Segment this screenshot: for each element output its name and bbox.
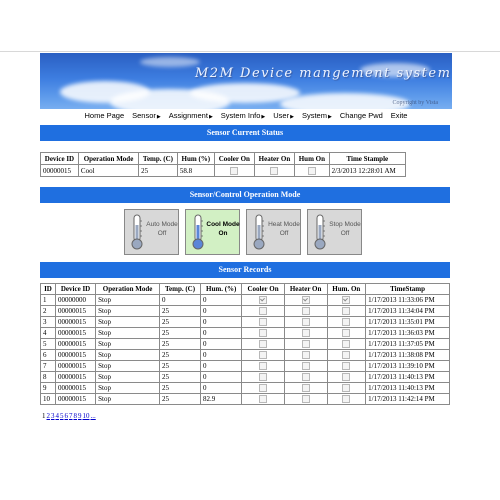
cooler-checkbox (259, 340, 267, 348)
cooler-checkbox (259, 307, 267, 315)
status-col-temp-c: Temp. (C) (139, 153, 178, 165)
cell-mode: Stop (96, 372, 160, 383)
cell-temp: 25 (160, 372, 201, 383)
cell-hum: 0 (201, 350, 242, 361)
heater-checkbox (302, 362, 310, 370)
cell-device: 00000015 (55, 394, 95, 405)
table-row (41, 383, 450, 394)
menu-arrow-icon: ▶ (261, 114, 266, 120)
cooler-checkbox (259, 362, 267, 370)
cell-device: 00000015 (55, 306, 95, 317)
cell-humon (327, 361, 366, 372)
cell-cooler (242, 350, 284, 361)
sensor-status-table (40, 152, 406, 177)
cell-heater (284, 328, 327, 339)
cell-humon (327, 339, 366, 350)
menu-arrow-icon: ▶ (290, 114, 294, 120)
status-col-time-stample: Time Stample (329, 153, 405, 165)
cool-mode-label (206, 220, 240, 238)
cooler-checkbox (259, 296, 267, 304)
cell-heater (284, 317, 327, 328)
cooler-checkbox (259, 373, 267, 381)
humon-checkbox (342, 340, 350, 348)
status-cooler-checkbox (230, 167, 238, 175)
cell-mode: Stop (96, 306, 160, 317)
nav-item-label: User (273, 111, 290, 120)
table-row (41, 372, 450, 383)
status-col-hum-on: Hum On (295, 153, 329, 165)
header-banner (40, 53, 452, 109)
cool-mode-button[interactable] (185, 209, 240, 255)
heater-checkbox (302, 395, 310, 403)
sensor-records-header: Sensor Records (40, 262, 450, 278)
table-row (41, 295, 450, 306)
heater-checkbox (302, 318, 310, 326)
humon-checkbox (342, 351, 350, 359)
cell-hum: 0 (201, 361, 242, 372)
status-table-header-row (41, 153, 406, 165)
cell-temp: 25 (160, 306, 201, 317)
records-col-hum-on: Hum. On (327, 284, 366, 295)
cooler-checkbox (259, 329, 267, 337)
cell-time: 1/17/2013 11:36:03 PM (366, 328, 450, 339)
mode-state: Off (340, 230, 350, 237)
cell-temp: 25 (160, 317, 201, 328)
cell-mode: Stop (96, 295, 160, 306)
page-link-10[interactable]: 10 (82, 412, 90, 420)
mode-name: Stop Mode (329, 221, 361, 228)
cell-mode: Stop (96, 394, 160, 405)
cell-hum: 82.9 (201, 394, 242, 405)
table-row (41, 339, 450, 350)
cell-id: 10 (41, 394, 56, 405)
cell-device: 00000015 (55, 339, 95, 350)
cell-cooler (242, 317, 284, 328)
nav-item-label: Home Page (84, 111, 125, 120)
humon-checkbox (342, 329, 350, 337)
table-row (41, 328, 450, 339)
cell-id: 4 (41, 328, 56, 339)
cell-mode: Stop (96, 328, 160, 339)
cell-temp: 25 (160, 350, 201, 361)
nav-item-home-page[interactable] (85, 111, 125, 120)
thermometer-icon (312, 213, 328, 251)
cell-time: 1/17/2013 11:40:13 PM (366, 383, 450, 394)
auto-mode-button[interactable] (124, 209, 179, 255)
mode-name: Heat Mode (268, 221, 300, 228)
auto-mode-label (145, 220, 179, 238)
cell-cooler (242, 383, 284, 394)
records-col-operation-mode: Operation Mode (96, 284, 160, 295)
cell-time: 1/17/2013 11:39:10 PM (366, 361, 450, 372)
status-col-device-id: Device ID (41, 153, 79, 165)
nav-item-label: Assignment (168, 111, 208, 120)
humon-checkbox (342, 362, 350, 370)
nav-item-assignment[interactable] (169, 111, 213, 120)
table-row (41, 394, 450, 405)
operation-mode-header: Sensor/Control Operation Mode (40, 187, 450, 203)
humon-checkbox (342, 395, 350, 403)
pagination (42, 412, 97, 420)
banner-copyright: Copyright by Vista (392, 100, 438, 106)
status-hum: 58.8 (177, 165, 214, 177)
cell-humon (327, 394, 366, 405)
cell-id: 5 (41, 339, 56, 350)
status-humon-cell (295, 165, 329, 177)
cell-id: 8 (41, 372, 56, 383)
cell-cooler (242, 394, 284, 405)
table-row (41, 361, 450, 372)
cell-heater (284, 339, 327, 350)
humon-checkbox (342, 307, 350, 315)
status-cooler-cell (214, 165, 254, 177)
cell-hum: 0 (201, 339, 242, 350)
cell-heater (284, 394, 327, 405)
status-table-row (41, 165, 406, 177)
page-link-3[interactable]: 3 (51, 412, 55, 420)
heater-checkbox (302, 384, 310, 392)
cell-hum: 0 (201, 328, 242, 339)
records-col-heater-on: Heater On (284, 284, 327, 295)
cell-temp: 25 (160, 394, 201, 405)
cell-device: 00000015 (55, 350, 95, 361)
nav-item-system[interactable] (302, 111, 332, 120)
cell-mode: Stop (96, 383, 160, 394)
cell-hum: 0 (201, 372, 242, 383)
records-col-id: ID (41, 284, 56, 295)
cell-id: 6 (41, 350, 56, 361)
cell-mode: Stop (96, 350, 160, 361)
cell-heater (284, 350, 327, 361)
cell-humon (327, 295, 366, 306)
heater-checkbox (302, 340, 310, 348)
cell-temp: 25 (160, 361, 201, 372)
table-row (41, 317, 450, 328)
sensor-status-header: Sensor Current Status (40, 125, 450, 141)
cell-id: 3 (41, 317, 56, 328)
status-heater-cell (254, 165, 294, 177)
mode-state: Off (157, 230, 167, 237)
records-col-temp-c: Temp. (C) (160, 284, 201, 295)
cell-device: 00000015 (55, 383, 95, 394)
menu-arrow-icon: ▶ (327, 114, 332, 120)
heater-checkbox (302, 351, 310, 359)
stop-mode-button[interactable] (307, 209, 362, 255)
status-time: 2/3/2013 12:28:01 AM (329, 165, 405, 177)
cell-device: 00000015 (55, 361, 95, 372)
cooler-checkbox (259, 395, 267, 403)
status-col-hum: Hum (%) (177, 153, 214, 165)
menu-arrow-icon: ▶ (156, 114, 161, 120)
records-header-row (41, 284, 450, 295)
heater-checkbox (302, 296, 310, 304)
cell-device: 00000015 (55, 328, 95, 339)
cell-id: 2 (41, 306, 56, 317)
cell-hum: 0 (201, 317, 242, 328)
page-link-5[interactable]: 5 (60, 412, 64, 420)
cell-id: 7 (41, 361, 56, 372)
status-operation-mode: Cool (78, 165, 138, 177)
heater-checkbox (302, 373, 310, 381)
page-link-2[interactable]: 2 (46, 412, 50, 420)
status-temp: 25 (139, 165, 178, 177)
cell-id: 9 (41, 383, 56, 394)
cell-mode: Stop (96, 361, 160, 372)
cell-time: 1/17/2013 11:42:14 PM (366, 394, 450, 405)
app-title: M2M Device mangement system (195, 66, 452, 81)
cell-time: 1/17/2013 11:35:01 PM (366, 317, 450, 328)
cell-cooler (242, 339, 284, 350)
nav-item-label: Exite (390, 111, 408, 120)
cell-temp: 25 (160, 383, 201, 394)
heat-mode-button[interactable] (246, 209, 301, 255)
humon-checkbox (342, 296, 350, 304)
stop-mode-label (328, 220, 362, 238)
page-link-7[interactable]: 7 (69, 412, 73, 420)
nav-item-system-info[interactable] (221, 111, 265, 120)
thermometer-icon (251, 213, 267, 251)
status-heater-checkbox (270, 167, 278, 175)
status-device-id: 00000015 (41, 165, 79, 177)
mode-state: Off (279, 230, 289, 237)
cell-time: 1/17/2013 11:37:05 PM (366, 339, 450, 350)
cell-hum: 0 (201, 306, 242, 317)
thermometer-icon (190, 213, 206, 251)
cell-temp: 25 (160, 328, 201, 339)
humon-checkbox (342, 373, 350, 381)
cell-temp: 25 (160, 339, 201, 350)
mode-name: Cool Mode (206, 221, 240, 228)
cooler-checkbox (259, 351, 267, 359)
main-nav (40, 111, 452, 123)
cell-cooler (242, 372, 284, 383)
heater-checkbox (302, 329, 310, 337)
cell-hum: 0 (201, 383, 242, 394)
cooler-checkbox (259, 318, 267, 326)
cell-cooler (242, 295, 284, 306)
humon-checkbox (342, 318, 350, 326)
cell-time: 1/17/2013 11:38:08 PM (366, 350, 450, 361)
cell-hum: 0 (201, 295, 242, 306)
nav-item-label: System (301, 111, 327, 120)
nav-item-label: Change Pwd (339, 111, 383, 120)
menu-arrow-icon: ▶ (208, 114, 213, 120)
nav-item-label: Sensor (132, 111, 156, 120)
table-row (41, 306, 450, 317)
cell-humon (327, 350, 366, 361)
nav-item-sensor[interactable] (132, 111, 161, 120)
page-current: 1 (42, 412, 46, 420)
cell-humon (327, 317, 366, 328)
status-col-heater-on: Heater On (254, 153, 294, 165)
cell-temp: 0 (160, 295, 201, 306)
cell-heater (284, 306, 327, 317)
mode-state: On (218, 230, 228, 237)
page-link-9[interactable]: 9 (78, 412, 82, 420)
status-col-operation-mode: Operation Mode (78, 153, 138, 165)
records-col-timestamp: TimeStamp (366, 284, 450, 295)
cell-device: 00000015 (55, 317, 95, 328)
cell-time: 1/17/2013 11:34:04 PM (366, 306, 450, 317)
page-top-divider (0, 51, 500, 52)
cell-heater (284, 361, 327, 372)
cell-mode: Stop (96, 317, 160, 328)
cell-heater (284, 295, 327, 306)
nav-item-label: System Info (220, 111, 261, 120)
cooler-checkbox (259, 384, 267, 392)
status-humon-checkbox (308, 167, 316, 175)
cell-heater (284, 383, 327, 394)
cell-humon (327, 372, 366, 383)
cell-cooler (242, 361, 284, 372)
records-col-cooler-on: Cooler On (242, 284, 284, 295)
cell-humon (327, 306, 366, 317)
status-col-cooler-on: Cooler On (214, 153, 254, 165)
table-row (41, 350, 450, 361)
sensor-records-table (40, 283, 450, 405)
mode-name: Auto Mode (146, 221, 178, 228)
cell-cooler (242, 328, 284, 339)
cell-humon (327, 328, 366, 339)
operation-mode-buttons (124, 209, 364, 257)
humon-checkbox (342, 384, 350, 392)
cell-humon (327, 383, 366, 394)
nav-item-exite[interactable] (391, 111, 408, 120)
heater-checkbox (302, 307, 310, 315)
nav-item-user[interactable] (273, 111, 294, 120)
cell-device: 00000000 (55, 295, 95, 306)
cell-mode: Stop (96, 339, 160, 350)
cell-heater (284, 372, 327, 383)
thermometer-icon (129, 213, 145, 251)
page-link-4[interactable]: 4 (55, 412, 59, 420)
records-col-hum: Hum. (%) (201, 284, 242, 295)
page-link-8[interactable]: 8 (73, 412, 77, 420)
cell-id: 1 (41, 295, 56, 306)
records-col-device-id: Device ID (55, 284, 95, 295)
page-link-6[interactable]: 6 (64, 412, 68, 420)
cell-time: 1/17/2013 11:40:13 PM (366, 372, 450, 383)
cell-time: 1/17/2013 11:33:06 PM (366, 295, 450, 306)
heat-mode-label (267, 220, 301, 238)
cell-cooler (242, 306, 284, 317)
page-link-more[interactable]: ... (90, 412, 96, 420)
cell-device: 00000015 (55, 372, 95, 383)
nav-item-change-pwd[interactable] (340, 111, 383, 120)
